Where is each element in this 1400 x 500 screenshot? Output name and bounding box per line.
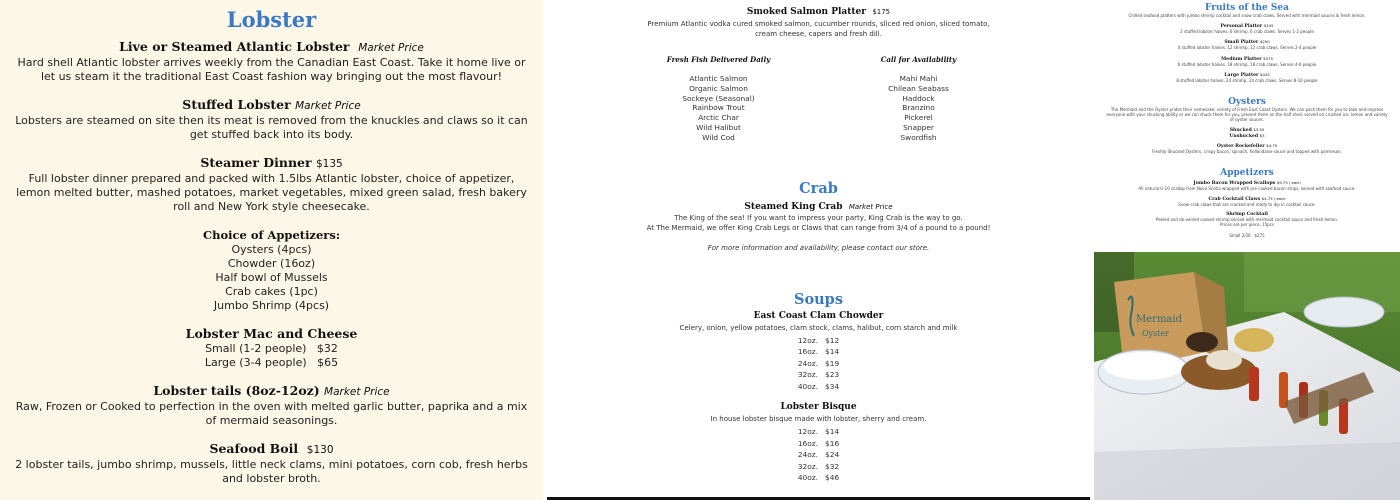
item-price: $175 bbox=[872, 8, 891, 16]
list-item: Swordfish bbox=[900, 132, 937, 142]
item-price: $3 bbox=[1259, 132, 1265, 138]
size-line: 12oz. $14 bbox=[797, 427, 840, 437]
item-description: The King of the sea! If you want to impress your party, King Crab is the way to go. bbox=[674, 213, 963, 222]
item-price: $250 bbox=[1259, 39, 1270, 45]
menu-item-lobster-tails bbox=[0, 383, 543, 428]
list-item: Wild Cod bbox=[702, 132, 735, 142]
size-line: 24oz. $19 bbox=[797, 358, 840, 368]
list-item: Half bowl of Mussels bbox=[215, 271, 328, 284]
item-description-2: At The Mermaid, we offer King Crab Legs or Claws that can range from 3/4 of a pound to a pound! bbox=[646, 223, 991, 232]
appetizer-scallops bbox=[1094, 180, 1400, 191]
list-item: Haddock bbox=[902, 93, 935, 103]
size-line: 32oz. $32 bbox=[797, 461, 840, 471]
platter-medium bbox=[1094, 56, 1400, 67]
size-line: 16oz. $16 bbox=[797, 438, 840, 448]
list-item: Jumbo Shrimp (4pcs) bbox=[213, 299, 330, 312]
item-price: $375 bbox=[1263, 55, 1273, 61]
item-name: Large Platter bbox=[1224, 72, 1259, 78]
menu-item-salmon-platter bbox=[547, 7, 1090, 39]
item-name: Personal Platter bbox=[1220, 24, 1263, 30]
lobster-title: Lobster bbox=[226, 7, 317, 32]
platter-personal bbox=[1094, 23, 1400, 34]
size-line: 16oz. $14 bbox=[797, 347, 840, 357]
item-name: Lobster tails (8oz-12oz) bbox=[153, 383, 320, 398]
item-description: 2 stuffed lobster halves, 6 shrimp, 6 crab claws. Serves 1-2 people bbox=[1180, 29, 1314, 35]
item-description: Lobsters are steamed on site then its meat is removed from the knuckles and claws so it can get stuffed back into its body. bbox=[15, 114, 528, 141]
item-note: Prices are per piece, 15pcs bbox=[1220, 222, 1274, 228]
platters-menu-panel bbox=[1094, 0, 1400, 248]
item-price: $4.75 / each bbox=[1261, 196, 1286, 202]
item-description: In house lobster bisque made with lobster, sherry and cream. bbox=[710, 415, 927, 424]
size-line: 40oz. $34 bbox=[797, 381, 840, 391]
platter-small bbox=[1094, 39, 1400, 50]
dip-bowl bbox=[1206, 350, 1242, 370]
list-item: Atlantic Salmon bbox=[689, 74, 748, 83]
size-line: 24oz. $24 bbox=[797, 450, 840, 460]
item-price: $425 bbox=[1260, 71, 1270, 77]
item-price: Market Price bbox=[324, 386, 390, 398]
item-name: Lobster Bisque bbox=[780, 402, 857, 413]
item-description: 2 lobster tails, jumbo shrimp, mussels, little neck clams, mini potatoes, corn cob, fresh herbs and lobster broth. bbox=[15, 458, 528, 485]
size-line: Large (3-4 people) $65 bbox=[204, 356, 339, 369]
item-name: Smoked Salmon Platter bbox=[746, 7, 867, 17]
item-description: All natural U-10 scallop from Nova Scotia wrapped with pre cooked bacon strips, served with seafood sauce. bbox=[1138, 185, 1356, 191]
event-photo bbox=[1094, 252, 1400, 500]
list-item: Pickerel bbox=[904, 113, 933, 123]
oysters-title: Oysters bbox=[1228, 97, 1266, 108]
item-name: Medium Platter bbox=[1221, 56, 1262, 62]
catering-table-photo bbox=[1094, 252, 1400, 500]
size-line: 40oz. $46 bbox=[797, 473, 840, 483]
item-price: $9.75 / each bbox=[1276, 179, 1301, 185]
item-name: Unshucked bbox=[1229, 133, 1259, 139]
item-description: 4 stuffed lobster halves, 12 shrimp, 12 crab claws. Serves 2-4 people bbox=[1177, 45, 1317, 51]
item-price: $130 bbox=[306, 444, 334, 456]
list-item: Wild Halibut bbox=[696, 122, 741, 132]
item-price: $3.50 bbox=[1253, 126, 1265, 132]
menu-item-lobster-bisque bbox=[547, 402, 1090, 484]
menu-item-clam-chowder bbox=[547, 311, 1090, 393]
call-availability-column bbox=[839, 55, 999, 143]
list-item: Chilean Seabass bbox=[888, 83, 949, 93]
item-name: Shucked bbox=[1229, 127, 1252, 133]
item-price: $4.75 bbox=[1266, 142, 1278, 148]
appetizer-choice-list bbox=[0, 227, 543, 313]
item-name: Crab Cocktail Claws bbox=[1208, 197, 1261, 203]
lobster-menu-panel bbox=[0, 0, 543, 500]
item-name: Jumbo Bacon Wrapped Scallops bbox=[1193, 180, 1276, 186]
menu-item-live-lobster bbox=[0, 39, 543, 84]
appetizers-title: Appetizers bbox=[1220, 167, 1274, 178]
item-description: Full lobster dinner prepared and packed with 1.5lbs Atlantic lobster, choice of appetizer, lemon melted butter, mashed potatoes, market vegetables, mixed green salad, fresh bakery roll and New York style cheesecake. bbox=[16, 172, 527, 213]
crab-section-title: Crab bbox=[799, 179, 838, 197]
menu-item-steamer-dinner bbox=[0, 155, 543, 214]
fish-menu-panel bbox=[547, 0, 1090, 500]
menu-item-seafood-boil bbox=[0, 441, 543, 486]
appetizer-shrimp-cocktail bbox=[1094, 212, 1400, 238]
list-item: Sockeye (Seasonal) bbox=[682, 93, 755, 103]
item-description: 8 stuffed lobster halves, 24 shrimp, 24 crab claws. Serves 8-10 people bbox=[1176, 77, 1318, 83]
soups-section-title: Soups bbox=[794, 290, 843, 308]
list-item: Chowder (16oz) bbox=[227, 257, 316, 270]
oysters-description: The Mermaid and the Oyster prides their namesake; variety of Fresh East Coast Oysters. We can pack them for you to take and impress everyone with your shucking ability or we can shuck them for you, present them on the half shell, served on crushed ice, lemon and variety of oyster sauces. bbox=[1106, 107, 1388, 123]
size-line: 12oz. $12 bbox=[797, 335, 840, 345]
list-item: Oysters (4pcs) bbox=[231, 243, 312, 256]
menu-item-stuffed-lobster bbox=[0, 97, 543, 142]
item-price: $135 bbox=[315, 158, 343, 170]
item-description: Premium Atlantic vodka cured smoked salmon, cucumber rounds, sliced red onion, sliced tomato, cream cheese, capers and fresh dill. bbox=[647, 20, 990, 38]
item-price: Market Price bbox=[848, 202, 893, 211]
item-name: Small Platter bbox=[1224, 40, 1259, 46]
sign-text-2: Oyster bbox=[1142, 329, 1169, 338]
fish-availability-columns bbox=[547, 55, 1090, 143]
item-name: Shrimp Cocktail bbox=[1226, 212, 1268, 218]
list-item: Branzino bbox=[902, 103, 935, 113]
item-description: Raw, Frozen or Cooked to perfection in the oven with melted garlic butter, paprika and a mix of mermaid seasonings. bbox=[15, 400, 528, 427]
chips-bowl bbox=[1234, 328, 1274, 352]
item-name: East Coast Clam Chowder bbox=[753, 310, 884, 321]
contact-note: For more information and availability, please contact our store. bbox=[707, 243, 930, 252]
oyster-rockefeller bbox=[1094, 143, 1400, 154]
size-line: Small (1-2 people) $32 bbox=[205, 342, 338, 355]
menu-item-mac-cheese bbox=[0, 326, 543, 370]
column-heading: Call for Availability bbox=[880, 55, 957, 64]
list-item: Snapper bbox=[903, 122, 934, 132]
item-description: Peeled and de-veined cooked shrimp served with mermaid cocktail sauce and fresh lemon. bbox=[1155, 217, 1339, 223]
sign-text: Mermaid bbox=[1136, 314, 1182, 325]
item-name: Live or Steamed Atlantic Lobster bbox=[119, 39, 350, 54]
list-item: Organic Salmon bbox=[689, 83, 748, 93]
item-price: Market Price bbox=[295, 100, 361, 112]
column-heading: Fresh Fish Delivered Daily bbox=[666, 55, 771, 64]
platter-large bbox=[1094, 72, 1400, 83]
fruits-description: Chilled seafood platters with jumbo shrimp cocktail and snow crab claws. Served with mermaid sauces & fresh lemon. bbox=[1128, 13, 1366, 18]
hot-sauce-bottle bbox=[1249, 367, 1259, 401]
item-description: Freshly Shucked Oysters, crispy bacon, spinach, hollandaise sauce and topped with parmesan. bbox=[1152, 148, 1342, 154]
fruits-title: Fruits of the Sea bbox=[1205, 3, 1289, 13]
item-name: Oyster Rockefeller bbox=[1216, 143, 1265, 149]
item-name: Steamed King Crab bbox=[744, 201, 843, 212]
item-name: Lobster Mac and Cheese bbox=[185, 326, 358, 341]
list-item: Crab cakes (1pc) bbox=[225, 285, 318, 298]
item-description: Celery, onion, yellow potatoes, clam stock, clams, halibut, corn starch and milk bbox=[679, 323, 958, 332]
menu-item-king-crab bbox=[547, 202, 1090, 253]
list-item: Rainbow Trout bbox=[692, 103, 745, 113]
item-description: Snow crab claws that are cracked and ready to dip in cocktail sauce. bbox=[1178, 202, 1316, 208]
list-item: Arctic Char bbox=[698, 113, 739, 123]
fresh-fish-column bbox=[639, 55, 799, 143]
size-line: 32oz. $23 bbox=[797, 370, 840, 380]
appetizers-heading: Choice of Appetizers: bbox=[202, 228, 341, 242]
size-line: Small 2/26 $275 bbox=[1229, 232, 1265, 238]
item-price: $145 bbox=[1263, 23, 1274, 29]
item-price: Market Price bbox=[358, 42, 424, 54]
list-item: Mahi Mahi bbox=[899, 74, 938, 83]
item-name: Seafood Boil bbox=[209, 441, 299, 456]
item-name: Stuffed Lobster bbox=[182, 97, 291, 112]
item-name: Steamer Dinner bbox=[200, 155, 312, 170]
oyster-prices bbox=[1094, 127, 1400, 139]
item-description: Hard shell Atlantic lobster arrives weekly from the Canadian East Coast. Take it home live or let us steam it the traditional East Coast fashion way bringing out the most flavour! bbox=[17, 56, 526, 83]
appetizer-crab-claws bbox=[1094, 196, 1400, 207]
item-description: 6 stuffed lobster halves, 18 shrimp, 18 crab claws. Serves 4-6 people bbox=[1177, 61, 1317, 67]
